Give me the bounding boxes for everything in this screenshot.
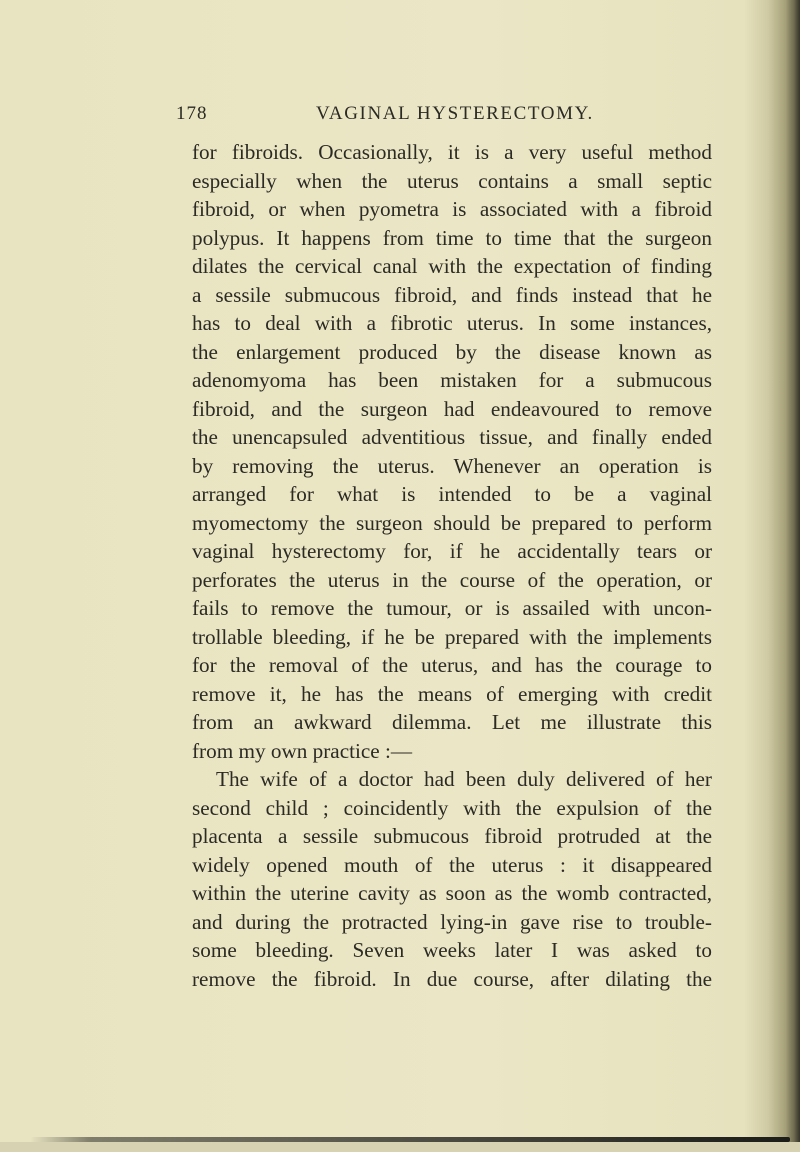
page-edge-shadow xyxy=(786,0,800,1152)
text-line: myomectomy the surgeon should be prepared to perform xyxy=(192,510,712,535)
text-line: the unencapsuled adventitious tissue, and finally ended xyxy=(192,425,712,449)
text-line: a sessile submucous fibroid, and finds instead that he xyxy=(192,282,712,307)
text-line: second child ; coincidently with the expulsion of the xyxy=(192,795,712,820)
text-line: widely opened mouth of the uterus : it disappeared xyxy=(192,852,712,877)
text-line: fibroid, or when pyometra is associated with a fibroid xyxy=(192,197,712,221)
text-line: by removing the uterus. Whenever an operation is xyxy=(192,453,712,478)
body-text xyxy=(192,138,712,993)
text-line: arranged for what is intended to be a vaginal xyxy=(192,482,712,506)
text-line: polypus. It happens from time to time that the surgeon xyxy=(192,225,712,250)
text-line: from an awkward dilemma. Let me illustrate this xyxy=(192,710,712,734)
text-line: has to deal with a fibrotic uterus. In some instances, xyxy=(192,311,712,335)
text-line: for fibroids. Occasionally, it is a very useful method xyxy=(192,140,712,164)
text-line: for the removal of the uterus, and has the courage to xyxy=(192,653,712,677)
text-line: the enlargement produced by the disease known as xyxy=(192,339,712,364)
paragraph-end-line: from my own practice :— xyxy=(192,738,413,763)
text-line: fails to remove the tumour, or is assailed with uncon- xyxy=(192,596,712,620)
text-line: some bleeding. Seven weeks later I was asked to xyxy=(192,938,712,962)
text-line: remove it, he has the means of emerging with credit xyxy=(192,681,712,706)
running-head xyxy=(176,103,736,127)
text-line: placenta a sessile submucous fibroid protruded at the xyxy=(192,824,712,848)
page-number: 178 xyxy=(176,103,208,124)
text-line: dilates the cervical canal with the expectation of finding xyxy=(192,254,712,278)
text-line: within the uterine cavity as soon as the womb contracted, xyxy=(192,881,712,905)
text-line: trollable bleeding, if he be prepared with the implements xyxy=(192,624,712,649)
text-line: fibroid, and the surgeon had endeavoured to remove xyxy=(192,396,712,421)
text-line: remove the fibroid. In due course, after dilating the xyxy=(192,966,712,991)
page-bottom-edge xyxy=(30,1137,790,1142)
text-line: and during the protracted lying-in gave rise to trouble- xyxy=(192,909,712,934)
running-title: VAGINAL HYSTERECTOMY. xyxy=(316,103,594,124)
paragraph-start-line: The wife of a doctor had been duly delivered of her xyxy=(216,767,712,791)
text-line: perforates the uterus in the course of the operation, or xyxy=(192,567,712,592)
text-line: vaginal hysterectomy for, if he accidentally tears or xyxy=(192,539,712,563)
text-line: especially when the uterus contains a small septic xyxy=(192,168,712,193)
text-line: adenomyoma has been mistaken for a submucous xyxy=(192,368,712,392)
page-bottom-margin xyxy=(0,1142,800,1152)
